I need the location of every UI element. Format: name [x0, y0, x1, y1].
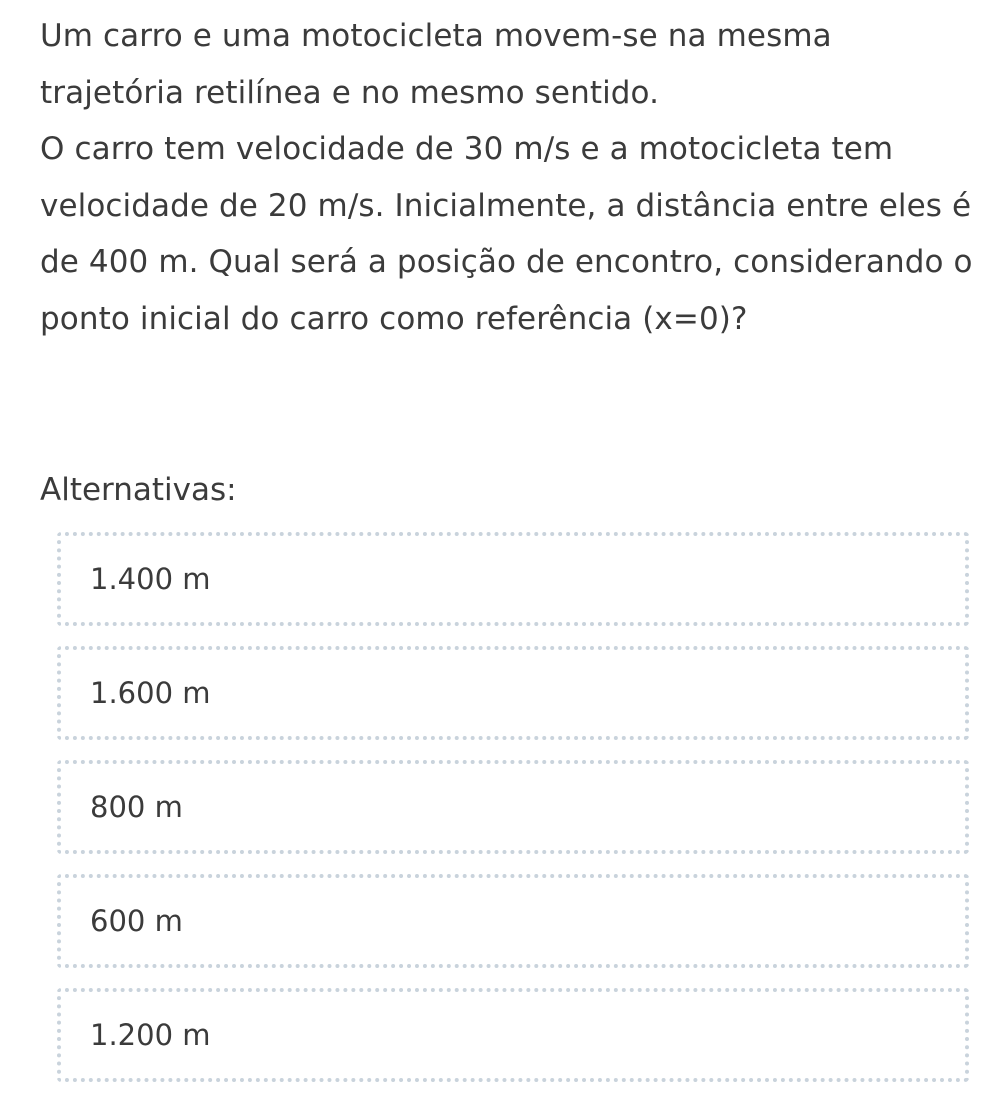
alternative-option-2[interactable] — [57, 646, 969, 740]
alternatives-heading: Alternativas: — [40, 472, 237, 508]
alternatives-list — [57, 532, 969, 1082]
alternative-option-3[interactable] — [57, 760, 969, 854]
question-paragraph-1: Um carro e uma motocicleta movem-se na mesma trajetória retilínea e no mesmo sentido. — [40, 18, 832, 111]
alternative-label: 1.400 m — [90, 562, 211, 596]
alternative-option-5[interactable] — [57, 988, 969, 1082]
alternative-option-1[interactable] — [57, 532, 969, 626]
question-text — [40, 8, 975, 347]
alternative-label: 600 m — [90, 904, 183, 938]
alternative-option-4[interactable] — [57, 874, 969, 968]
alternative-label: 1.600 m — [90, 676, 211, 710]
question-paragraph-2: O carro tem velocidade de 30 m/s e a motocicleta tem velocidade de 20 m/s. Inicialmente, a distância entre eles é de 400 m. Qual será a posição de encontro, considerando o ponto inicial do carro como referência (x=0)? — [40, 131, 973, 337]
alternative-label: 800 m — [90, 790, 183, 824]
alternative-label: 1.200 m — [90, 1018, 211, 1052]
